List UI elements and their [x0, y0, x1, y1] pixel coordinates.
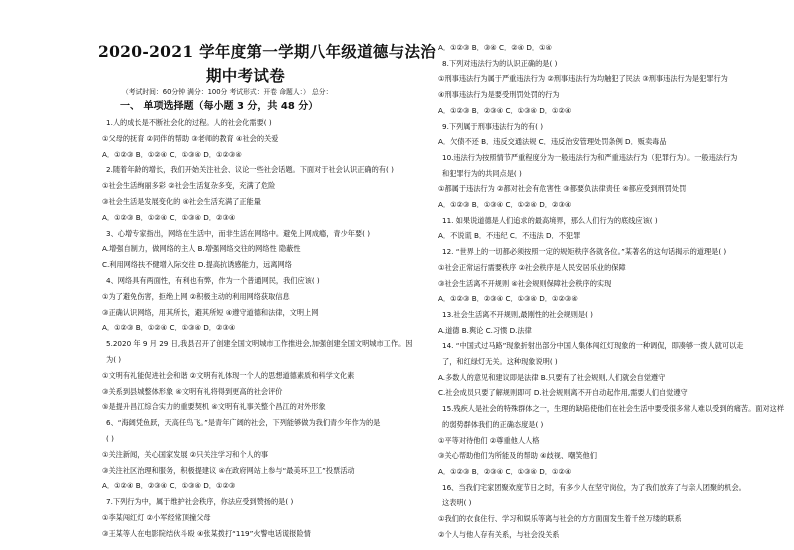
- question-line: 12. “世界上的一切都必须按照一定的规矩秩序各就各位。”某著名的这句话揭示的道理是( ): [442, 247, 727, 257]
- question-line: 7.下列行为中，属于维护社会秩序，你法应受到赞扬的是( ): [106, 497, 294, 507]
- question-line: ③社会生活离不开规则 ④社会规则保障社会秩序的实现: [438, 278, 612, 288]
- question-line: ③王某等人在电影院结伙斗殴 ④张某拨打“119”火警电话谎报险情: [102, 528, 311, 538]
- question-line: ①我们的衣食住行、学习和娱乐等离与社会的方方面面发生着千丝万缕的联系: [438, 514, 682, 523]
- question-line: ①社会正常运行需要秩序 ②社会秩序是人民安居乐业的保障: [438, 262, 626, 272]
- question-line: ②个人与他人存有关系，与社会没关系: [438, 529, 560, 539]
- question-line: 13.社会生活离不开规则,最刚性的社会规则是( ): [442, 309, 593, 319]
- question-line: 9.下列属于刑事违法行为的有( ): [442, 121, 544, 131]
- question-line: ④刑事违法行为是要受刑罚处罚的行为: [438, 90, 560, 100]
- section-title: 一、 单项选择题（每小题 3 分，共 48 分）: [120, 101, 319, 112]
- question-line: ①刑事违法行为属于严重违法行为 ②刑事违法行为均触犯了民法 ③刑事违法行为是犯罪行为: [438, 74, 728, 84]
- question-line: 为( ): [106, 355, 122, 364]
- question-line: A．①②③ B．②③④ C．①③④ D．①②④: [438, 466, 572, 476]
- question-line: A．①②③ B．①②④ C．①③④ D．②③④: [102, 212, 236, 222]
- question-line: ①文明有礼能促进社会和谐 ②文明有礼体现一个人的思想道德素质和科学文化素: [102, 370, 355, 380]
- question-line: 4、网络具有两面性，有利也有弊，作为一个普通网民，我们应该( ): [106, 276, 320, 285]
- question-line: A．①②③ B．③④ C．②④ D．①④: [438, 43, 552, 52]
- question-line: A．①②③ B．①②④ C．①③④ D．①②③④: [102, 149, 242, 159]
- question-line: ( ): [106, 434, 114, 443]
- question-line: ①平等对待他们 ②尊重他人人格: [438, 435, 540, 445]
- question-line: A．欠债不还 B．违反交通法规 C．违反治安管理处罚条例 D．贩卖毒品: [438, 137, 667, 147]
- question-line: ①关注新闻，关心国家发展 ②只关注学习和个人的事: [102, 449, 269, 459]
- question-line: 和犯罪行为的共同点是( ): [442, 168, 522, 178]
- question-line: A．①②③ B．②③④ C．①③④ D．①②③④: [438, 294, 578, 304]
- question-line: 的弱势群体我们的正确态度是( ): [442, 419, 544, 429]
- question-line: 6、“海阔凭鱼跃，天高任鸟飞。”是青年广阔的社会，下列能够做为我们青少年作为的是: [106, 418, 381, 428]
- question-line: A．①②④ B．②③④ C．①③④ D．①②③: [102, 481, 236, 491]
- question-line: A.多数人的意见和建议即是法律 B.只要有了社会规则,人们就会自觉遵守: [438, 372, 666, 382]
- question-line: ①李某闯红灯 ②小军经常顶撞父母: [102, 513, 211, 522]
- question-line: 5.2020 年 9 月 29 日,我县召开了创建全国文明城市工作推进会,加强创建全国文明城市工作。因: [106, 339, 413, 349]
- question-line: ③社会生活是发展变化的 ④社会生活充满了正能量: [102, 197, 261, 206]
- exam-meta: （考试时间：60分钟 满分：100分 考试形式：开卷 命题人：） 总分：: [122, 88, 333, 96]
- question-line: 11. 如果说道德是人们追求的最高境界，那么人们行为的底线应该( ): [442, 215, 658, 225]
- question-line: ①社会生活绚丽多彩 ②社会生活复杂多变，充满了危险: [102, 181, 276, 191]
- question-line: ①都属于违法行为 ②都对社会有危害性 ③都要负法律责任 ④都应受到刑罚处罚: [438, 184, 687, 194]
- question-line: ③关注社区治理和服务，积极提建议 ④在政府网站上参与“最美环卫工”投票活动: [102, 465, 355, 475]
- question-line: ③关系到县城整体形象 ④文明有礼将得到更高的社会评价: [102, 386, 283, 396]
- question-line: 16、当我们宅家团聚欢度节日之时，有多少人在坚守岗位，为了我们放弃了与亲人团聚的机会。: [442, 482, 746, 492]
- question-line: A.道德 B.舆论 C.习惯 D.法律: [438, 325, 532, 335]
- question-line: C.社会成员只要了解规则即可 D.社会规则离不开自动起作用,需要人们自觉遵守: [438, 388, 688, 398]
- exam-title-line1: 2020-2021 学年度第一学期八年级道德与法治: [98, 42, 437, 61]
- question-line: A.增强自制力，做网络的主人 B.增强网络交往的网络性 隐蔽性: [102, 244, 301, 254]
- question-line: 8.下列对违法行为的认识正确的是( ): [442, 58, 558, 68]
- question-line: 了，和红绿灯无关。这种现象说明( ): [442, 357, 558, 366]
- question-line: 这表明( ): [442, 498, 472, 508]
- question-line: A．①②③ B．①②④ C．①③④ D．②③④: [102, 323, 236, 333]
- question-line: ①父母的抚育 ②同伴的帮助 ③老师的教育 ④社会的关爱: [102, 133, 279, 143]
- question-line: 3、心增专家指出，网络在生活中，而非生活在网络中。避免上网成瘾，青少年要( ): [106, 228, 371, 238]
- question-line: 15.残疾人是社会的特殊群体之一，生理的缺陷使他们在社会生活中要受很多常人难以受到的痛苦。面对这样: [442, 404, 785, 414]
- question-line: ③正确认识网络，用其所长，避其所短 ④遵守道德和法律，文明上网: [102, 307, 319, 317]
- question-line: 1.人的成长是不断社会化的过程。人的社会化需要( ): [106, 118, 272, 127]
- question-line: ③关心帮助他们为所能及的帮助 ④歧视、嘲笑他们: [438, 451, 597, 461]
- question-line: 10.违法行为按照情节严重程度分为一般违法行为和严重违法行为（犯罪行为）。一般违法行为: [442, 152, 738, 162]
- question-line: ①为了避免伤害，拒绝上网 ②积极主动的利用网络获取信息: [102, 291, 290, 301]
- exam-title-line2: 期中考试卷: [206, 66, 286, 85]
- question-line: A．不说谎 B．不违纪 C．不违法 D．不犯罪: [438, 231, 581, 241]
- question-line: 2.随着年龄的增长，我们开始关注社会、议论一些社会话题。下面对于社会认识正确的有( ): [106, 165, 394, 175]
- question-line: A．①②③ B．①③④ C．①②④ D．②③④: [438, 200, 572, 209]
- question-line: C.利用网络扶不健增入际交往 D.提高抗诱感能力，远离网络: [102, 260, 292, 270]
- question-line: 14. “中国式过马路”现象折射出部分中国人集体闯红灯现象的一种调侃，即凑够一拨人就可以走: [442, 341, 744, 351]
- question-line: A．①②③ B．②③④ C．①③④ D．①②④: [438, 105, 572, 115]
- question-line: ⑤是提升昌江综合实力的重要契机 ④文明有礼事关整个昌江的对外形象: [102, 402, 326, 412]
